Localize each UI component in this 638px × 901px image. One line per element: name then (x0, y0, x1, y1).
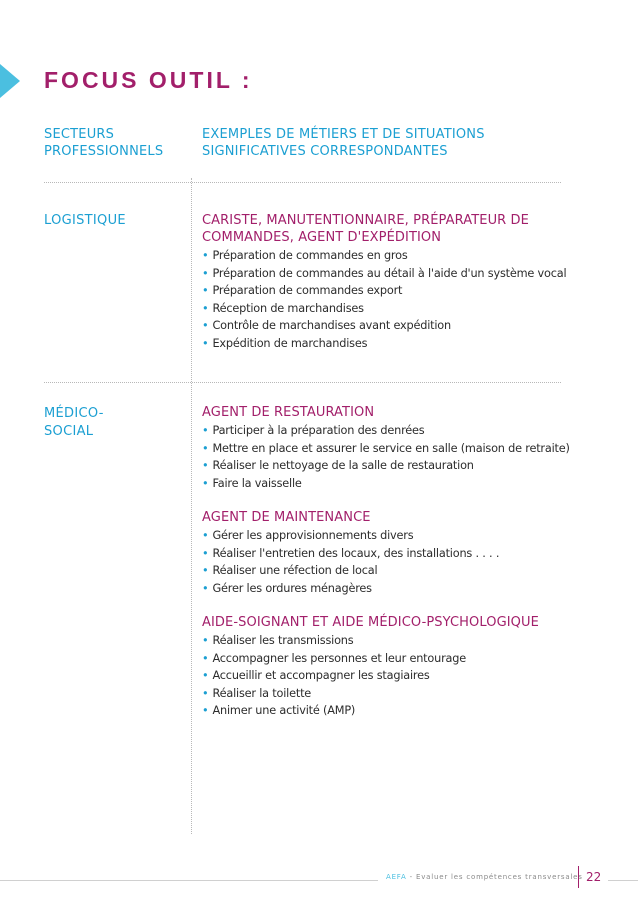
footer-caption (386, 873, 583, 881)
job-block (202, 509, 582, 597)
bullet-icon: • (202, 564, 209, 577)
bullet-icon: • (202, 301, 209, 315)
task-item: • Accompagner les personnes et leur entourage (202, 651, 466, 665)
examples-column-header: EXEMPLES DE MÉTIERS ET DE SITUATIONS SIGNIFICATIVES CORRESPONDANTES (202, 127, 485, 159)
row-divider (44, 182, 561, 183)
task-item: • Gérer les approvisionnements divers (202, 529, 414, 542)
bullet-icon: • (202, 266, 209, 280)
page-title: FOCUS OUTIL : (44, 67, 253, 93)
footer-rule (608, 880, 638, 881)
bullet-icon: • (202, 441, 209, 455)
job-block (202, 212, 582, 352)
footer-title: - Evaluer les compétences transversales (406, 873, 583, 881)
bullet-icon: • (202, 529, 209, 542)
task-item: • Accueillir et accompagner les stagiaires (202, 669, 430, 682)
task-item: • Contrôle de marchandises avant expédition (202, 319, 451, 332)
bullet-icon: • (202, 459, 209, 472)
task-list (202, 422, 582, 492)
task-list (202, 632, 582, 720)
task-item: • Réaliser une réfection de local (202, 564, 378, 577)
bullet-icon: • (202, 634, 209, 647)
bullet-icon: • (202, 249, 209, 262)
sector-name-medico-social: MÉDICO-SOCIAL (44, 406, 104, 439)
task-item: • Réaliser le nettoyage de la salle de restauration (202, 459, 474, 472)
job-block (202, 404, 582, 492)
job-title: AGENT DE MAINTENANCE (202, 510, 371, 525)
job-title: AIDE-SOIGNANT ET AIDE MÉDICO-PSYCHOLOGIQUE (202, 615, 539, 630)
task-item: • Animer une activité (AMP) (202, 704, 356, 717)
task-item: • Préparation de commandes export (202, 284, 403, 297)
job-title: AGENT DE RESTAURATION (202, 405, 375, 420)
bullet-icon: • (202, 319, 209, 332)
task-item: • Mettre en place et assurer le service en salle (maison de retraite) (202, 441, 570, 455)
task-item: • Réaliser les transmissions (202, 634, 354, 647)
task-list (202, 527, 582, 597)
bullet-icon: • (202, 669, 209, 682)
task-list (202, 247, 582, 352)
row-divider (44, 382, 561, 383)
task-item: • Réaliser la toilette (202, 686, 312, 700)
bullet-icon: • (202, 686, 209, 700)
footer-rule (0, 880, 378, 881)
task-item: • Expédition de marchandises (202, 336, 368, 350)
task-item: • Faire la vaisselle (202, 476, 302, 490)
task-item: • Préparation de commandes en gros (202, 249, 408, 262)
column-divider (191, 178, 192, 834)
sector-column-header: SECTEURS PROFESSIONNELS (44, 127, 164, 159)
page-number: 22 (586, 870, 602, 884)
bullet-icon: • (202, 651, 209, 665)
footer-brand: AEFA (386, 873, 407, 881)
task-item: • Gérer les ordures ménagères (202, 581, 372, 595)
task-item: • Préparation de commandes au détail à l'aide d'un système vocal (202, 266, 567, 280)
bullet-icon: • (202, 284, 209, 297)
bullet-icon: • (202, 546, 209, 560)
bullet-icon: • (202, 424, 209, 437)
bullet-icon: • (202, 336, 209, 350)
bullet-icon: • (202, 704, 209, 717)
job-block (202, 614, 582, 720)
section-tab-arrow (0, 64, 20, 98)
bullet-icon: • (202, 581, 209, 595)
footer-separator (578, 866, 579, 888)
bullet-icon: • (202, 476, 209, 490)
task-item: • Réception de marchandises (202, 301, 364, 315)
job-title: CARISTE, MANUTENTIONNAIRE, PRÉPARATEUR DE COMMANDES, AGENT D'EXPÉDITION (202, 213, 529, 245)
task-item: • Réaliser l'entretien des locaux, des installations . . . . (202, 546, 500, 560)
sector-name-logistique: LOGISTIQUE (44, 213, 126, 228)
task-item: • Participer à la préparation des denrées (202, 424, 425, 437)
